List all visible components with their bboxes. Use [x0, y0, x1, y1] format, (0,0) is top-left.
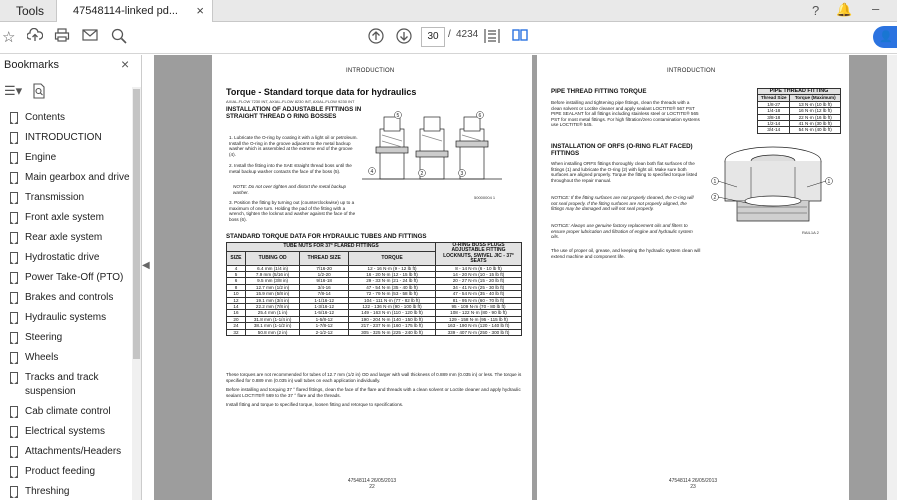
footer-doc-id: 47548114 26/05/2013: [347, 478, 397, 484]
bookmark-label: Threshing: [25, 486, 70, 497]
svg-text:4: 4: [370, 169, 374, 175]
table-row: [227, 284, 522, 290]
table-cell: 1-5/8-12: [300, 316, 349, 322]
table-cell: 29 - 33 N·m (21 - 24 lb ft): [349, 278, 436, 284]
upload-cloud-icon[interactable]: [27, 28, 43, 46]
table-cell: 339 - 407 N·m (250 - 300 lb ft): [436, 329, 522, 335]
table-cell: 3/8-18: [758, 114, 790, 120]
table-cell: 20 - 27 N·m (15 - 20 lb ft): [436, 278, 522, 284]
table-cell: 3/4-14: [758, 127, 790, 133]
table-cell: 12.7 mm (1/2 in): [245, 284, 299, 290]
torque-table: [226, 242, 522, 336]
table-column-header: SIZE: [227, 251, 246, 265]
table-cell: 7.9 mm (5/16 in): [245, 272, 299, 278]
page-layout-icon[interactable]: [484, 28, 500, 48]
table-cell: 14 - 20 N·m (10 - 15 lb ft): [436, 272, 522, 278]
bookmarks-title: Bookmarks: [4, 59, 60, 71]
table-cell: 305 - 325 N·m (225 - 240 lb ft): [349, 329, 436, 335]
table-cell: 47 - 54 N·m (35 - 40 lb ft): [349, 284, 436, 290]
table-row: [227, 316, 522, 322]
notice-text: NOTICE: If the fitting surfaces are not properly cleaned, the O-ring will not seal properly. If the fitting surfaces are not properly aligned, the fittings may be damaged and will not seal properly.: [551, 195, 694, 212]
table-row: [227, 297, 522, 303]
bookmark-label: Rear axle system: [25, 232, 103, 243]
running-head: INTRODUCTION: [667, 68, 716, 74]
svg-text:1: 1: [827, 179, 831, 185]
footer-doc-id: 47548114 26/05/2013: [668, 478, 718, 484]
paragraph: These torques are not recommended for tubes of 12.7 mm (1/2 in) OD and larger with wall thickness of 0.889 mm (0.035 in) or less. The torque is specified for 0.889 mm (0.035 in) wall tubes on each application individually.: [226, 372, 522, 383]
note-text: NOTE: Do not over tighten and distort the metal backup washer.: [233, 184, 347, 195]
table-row: [227, 329, 522, 335]
paragraph: When installing ORFS fittings thoroughly clean both flat surfaces of the fittings (1) and lubricate the O-ring (2) with light oil. Make sure both surfaces are aligned properly. Torque the fitting to specified torque listed throughout the repair manual.: [551, 161, 698, 183]
tab-document[interactable]: [56, 0, 213, 23]
section-heading: INSTALLATION OF ORFS (O-RING FLAT FACED) FITTINGS: [551, 143, 693, 157]
figure-code: RAIL1A 2: [802, 230, 819, 235]
bookmark-icon: [10, 406, 18, 417]
table-cell: 72 - 79 N·m (53 - 58 lb ft): [349, 291, 436, 297]
email-icon[interactable]: [82, 28, 98, 45]
table-cell: 50.8 mm (2 in): [245, 329, 299, 335]
bookmark-icon: [10, 252, 18, 263]
table-cell: 19.1 mm (3/4 in): [245, 297, 299, 303]
page-number-input[interactable]: 30: [421, 27, 445, 47]
bookmark-icon: [10, 132, 18, 143]
svg-text:6: 6: [478, 113, 482, 119]
table-group-header: O-RING BOSS PLUGS ADJUSTABLE FITTING LOCKNUTS, SWIVEL JIC - 37° SEATS: [436, 243, 522, 266]
bookmark-icon: [10, 332, 18, 343]
table-row: [227, 291, 522, 297]
table-cell: 95 - 109 N·m (70 - 80 lb ft): [436, 304, 522, 310]
paragraph: Before installing and torquing 37 ° flared fittings, clean the face of the flare and threads with a clean solvent or Loctite cleaner and apply hydraulic sealant LOCTITE® 569 to the 37 ° flare and the threads.: [226, 387, 521, 398]
table-cell: 1/4-18: [758, 108, 790, 114]
bookmark-icon: [10, 486, 18, 497]
table-cell: 3/4-16: [300, 284, 349, 290]
table-cell: 6.4 mm (1/4 in): [245, 265, 299, 271]
bookmark-icon: [10, 192, 18, 203]
bookmark-options-icon[interactable]: ☰▾: [4, 83, 23, 98]
paragraph: The use of proper oil, grease, and keeping the hydraulic system clean will extend machine and component life.: [551, 248, 701, 259]
table-cell: 13 N·m (10 lb ft): [790, 101, 841, 107]
tab-tools[interactable]: Tools: [16, 4, 45, 18]
table-row: [227, 310, 522, 316]
table-row: [227, 278, 522, 284]
page-total: 4234: [456, 29, 479, 40]
bookmark-label: Contents: [25, 112, 66, 123]
figure-code: 50000004 1: [474, 195, 496, 200]
notifications-icon[interactable]: 🔔: [836, 2, 853, 17]
table-column-header: TORQUE: [349, 251, 436, 265]
table-cell: 108 - 122 N·m (80 - 90 lb ft): [436, 310, 522, 316]
table-column-header: TUBING OD: [245, 251, 299, 265]
table-column-header: THREAD SIZE: [300, 251, 349, 265]
bookmark-icon: [10, 352, 18, 363]
table-cell: 16: [227, 310, 246, 316]
table-cell: 16 - 20 N·m (12 - 15 lb ft): [349, 272, 436, 278]
table-cell: 7/16-20: [300, 265, 349, 271]
bookmark-label: Brakes and controls: [25, 292, 114, 303]
table-cell: 81 - 95 N·m (60 - 70 lb ft): [436, 297, 522, 303]
table-cell: 1/2-20: [300, 272, 349, 278]
table-row: [227, 272, 522, 278]
bookmark-icon: [10, 112, 18, 123]
table-cell: 12 - 16 N·m (9 - 12 lb ft): [349, 265, 436, 271]
table-cell: 25.4 mm (1 in): [245, 310, 299, 316]
table-cell: 22 N·m (16 lb ft): [790, 114, 841, 120]
table-cell: 149 - 163 N·m (110 - 120 lb ft): [349, 310, 436, 316]
bookmark-label: Product feeding: [25, 466, 96, 477]
bookmark-icon: [10, 372, 18, 383]
running-head: INTRODUCTION: [346, 68, 395, 74]
bookmark-label: Main gearbox and drive: [25, 172, 130, 183]
close-tab-icon[interactable]: ×: [196, 3, 204, 18]
page-separator: /: [448, 29, 451, 40]
bookmark-label: Front axle system: [25, 212, 104, 223]
table-row: [227, 265, 522, 271]
table-cell: 15.9 mm (5/8 in): [245, 291, 299, 297]
table-cell: 24: [227, 323, 246, 329]
table-cell: 31.8 mm (1-1/4 in): [245, 316, 299, 322]
table-cell: 104 - 111 N·m (77 - 82 lb ft): [349, 297, 436, 303]
table-cell: 14: [227, 304, 246, 310]
table-row: [758, 108, 841, 114]
two-page-view-icon[interactable]: [512, 28, 528, 46]
table-cell: 41 N·m (30 lb ft): [790, 121, 841, 127]
table-cell: 32: [227, 329, 246, 335]
svg-text:2: 2: [713, 195, 717, 201]
document-viewer[interactable]: [154, 55, 897, 500]
table-cell: 9/16-18: [300, 278, 349, 284]
svg-text:2: 2: [420, 171, 424, 177]
fitting-illustration: [362, 111, 510, 191]
table-cell: 9.5 mm (3/8 in): [245, 278, 299, 284]
table-cell: 1-3/16-12: [300, 304, 349, 310]
table-cell: 34 - 41 N·m (25 - 30 lb ft): [436, 284, 522, 290]
bookmark-search-icon[interactable]: [32, 83, 46, 102]
table-cell: 190 - 204 N·m (140 - 150 lb ft): [349, 316, 436, 322]
bookmark-label: INTRODUCTION: [25, 132, 102, 143]
svg-text:3: 3: [460, 171, 464, 177]
table-title: PIPE THREAD FITTING: [758, 89, 841, 95]
bookmarks-panel: [0, 55, 142, 500]
table-group-header: TUBE NUTS FOR 37° FLARED FITTINGS: [227, 243, 436, 252]
table-row: [758, 114, 841, 120]
section-heading: STANDARD TORQUE DATA FOR HYDRAULIC TUBES AND FITTINGS: [226, 233, 427, 240]
bookmark-label: Wheels: [25, 352, 59, 363]
bookmark-icon: [10, 212, 18, 223]
bookmark-icon: [10, 272, 18, 283]
document-page-22: [212, 55, 532, 500]
table-cell: 8 - 14 N·m (6 - 10 lb ft): [436, 265, 522, 271]
bookmark-icon: [10, 312, 18, 323]
bookmark-icon: [10, 232, 18, 243]
table-cell: 47 - 54 N·m (35 - 40 lb ft): [436, 291, 522, 297]
bookmark-label: Power Take-Off (PTO): [25, 272, 124, 283]
table-cell: 129 - 158 N·m (95 - 115 lb ft): [436, 316, 522, 322]
close-panel-icon[interactable]: ×: [121, 56, 130, 72]
table-column-header: Torque (Maximum): [790, 95, 841, 101]
table-row: [758, 121, 841, 127]
sidebar-scroll-thumb[interactable]: [133, 89, 140, 359]
bookmark-icon: [10, 292, 18, 303]
table-cell: 1/8-27: [758, 101, 790, 107]
paragraph: Before installing and tightening pipe fittings, clean the threads with a clean solvent or Loctite cleaner and apply sealant LOCTITE® 567 PST PIPE SEALANT for all fittings including stainless steel or LOCTITE® 565 PST for most metal fittings. For high filtration/zero contamination systems use LOCTITE® 545.: [551, 100, 700, 128]
svg-text:5: 5: [396, 113, 400, 119]
bookmark-label: Engine: [25, 152, 57, 163]
section-heading: INSTALLATION OF ADJUSTABLE FITTINGS IN STRAIGHT THREAD O RING BOSSES: [226, 106, 362, 120]
bookmark-label: Tracks and track suspension: [25, 372, 99, 397]
table-cell: 217 - 237 N·m (160 - 175 lb ft): [349, 323, 436, 329]
table-cell: 1-5/16-12: [300, 310, 349, 316]
table-cell: 1-7/8-12: [300, 323, 349, 329]
step-text: 1. Lubricate the O-ring by coating it with a light oil or petroleum. Install the O-ring in the groove adjacent to the metal backup washer which is assembled at the extreme end of the groove (4).: [229, 135, 358, 157]
table-cell: 1/2-14: [758, 121, 790, 127]
section-heading: PIPE THREAD FITTING TORQUE: [551, 88, 647, 95]
bookmark-label: Cab climate control: [25, 406, 111, 417]
bookmark-star-icon[interactable]: ☆: [2, 29, 16, 46]
bookmark-icon: [10, 446, 18, 457]
page-title: Torque - Standard torque data for hydraulics: [226, 87, 417, 97]
table-cell: 5: [227, 272, 246, 278]
bookmark-label: Hydraulic systems: [25, 312, 107, 323]
bookmark-icon: [10, 426, 18, 437]
bookmark-label: Hydrostatic drive: [25, 252, 100, 263]
table-cell: 2-1/2-12: [300, 329, 349, 335]
pipe-thread-table: [757, 88, 841, 134]
table-cell: 38.1 mm (1-1/2 in): [245, 323, 299, 329]
bookmark-icon: [10, 466, 18, 477]
viewer-scrollbar[interactable]: [887, 55, 897, 500]
svg-text:1: 1: [713, 179, 717, 185]
page-footer: [663, 478, 723, 490]
table-cell: 122 - 136 N·m (90 - 100 lb ft): [349, 304, 436, 310]
table-row: [227, 323, 522, 329]
document-page-23: [537, 55, 849, 500]
sidebar-scrollbar[interactable]: [132, 87, 141, 500]
table-cell: 4: [227, 265, 246, 271]
footer-page-number: 23: [690, 484, 696, 490]
next-page-icon[interactable]: [396, 28, 412, 48]
step-text: 3. Position the fitting by turning out (counterclockwise) up to a maximum of one turn. Holding the pad of the fitting with a wrench, tighten the locknut and washer against the face of the boss (6).: [229, 200, 356, 222]
bookmark-label: Transmission: [25, 192, 85, 203]
table-cell: 8: [227, 284, 246, 290]
user-icon: 👤: [879, 31, 893, 43]
table-cell: 6: [227, 278, 246, 284]
footer-page-number: 22: [369, 484, 375, 490]
orfs-fitting-illustration: [707, 141, 839, 237]
table-cell: 54 N·m (40 lb ft): [790, 127, 841, 133]
table-cell: 12: [227, 297, 246, 303]
tab-bar: [0, 0, 897, 22]
table-row: [227, 304, 522, 310]
table-cell: 20: [227, 316, 246, 322]
table-column-header: Thread Size: [758, 95, 790, 101]
bookmark-label: Steering: [25, 332, 63, 343]
page-footer: [342, 478, 402, 490]
table-row: [758, 127, 841, 133]
collapse-panel-icon[interactable]: ◀: [142, 260, 150, 271]
table-cell: 7/8-14: [300, 291, 349, 297]
account-button[interactable]: [873, 26, 897, 48]
table-cell: 22.2 mm (7/8 in): [245, 304, 299, 310]
help-icon[interactable]: ?: [812, 3, 820, 18]
table-cell: 163 - 190 N·m (120 - 140 lb ft): [436, 323, 522, 329]
table-row: [758, 101, 841, 107]
bookmark-label: Attachments/Headers: [25, 446, 122, 457]
minimize-icon[interactable]: –: [872, 1, 880, 16]
table-cell: 10: [227, 291, 246, 297]
bookmark-icon: [10, 152, 18, 163]
bookmark-label: Electrical systems: [25, 426, 106, 437]
previous-page-icon[interactable]: [368, 28, 384, 48]
paragraph: Install fitting and torque to specified torque, loosen fitting and retorque to specifications.: [226, 402, 404, 407]
tab-document-label: 47548114-linked pd...: [73, 5, 178, 17]
step-text: 2. Install the fitting into the SAE straight thread boss until the metal backup washer contacts the face of the boss (5).: [229, 163, 352, 174]
notice-text: NOTICE: Always use genuine factory replacement oils and filters to ensure proper lubrication and filtration of engine and hydraulic system oils.: [551, 223, 693, 240]
table-cell: 16 N·m (12 lb ft): [790, 108, 841, 114]
models-line: AXIAL-FLOW 7230 INT, AXIAL-FLOW 8230 INT, AXIAL-FLOW 9230 INT: [226, 99, 355, 104]
print-icon[interactable]: [54, 28, 70, 46]
zoom-search-icon[interactable]: [111, 28, 127, 48]
bookmark-icon: [10, 172, 18, 183]
table-cell: 1-1/16-12: [300, 297, 349, 303]
